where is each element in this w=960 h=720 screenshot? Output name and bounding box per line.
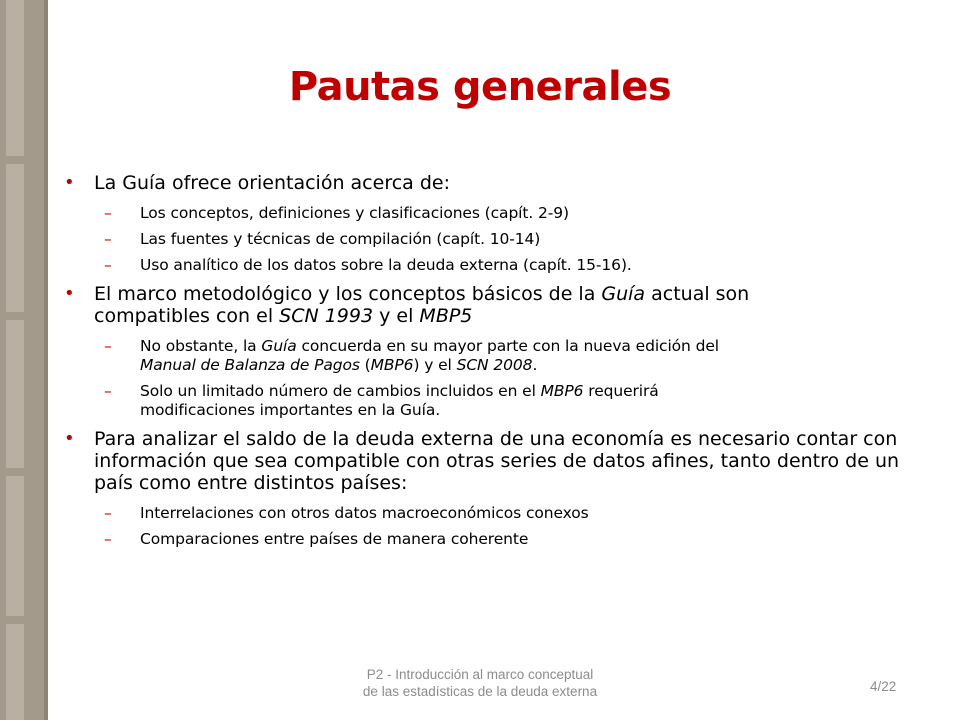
dash-marker: –: [104, 230, 112, 248]
sub-text-part: concuerda en su mayor parte con la nueva edición del: [296, 337, 719, 355]
page-number: 4/22: [870, 679, 897, 694]
bullet-text-italic: MBP5: [419, 305, 473, 327]
bullet-group-2: [62, 283, 902, 420]
dash-marker: –: [104, 504, 112, 522]
sub-bullet-text: Las fuentes y técnicas de compilación (capít. 10-14): [140, 230, 541, 248]
sub-text-italic: SCN 2008: [456, 356, 533, 374]
slide-footer: [320, 666, 640, 700]
bullet-group-3: [62, 428, 902, 549]
dash-marker: –: [104, 337, 112, 355]
sidebar-segment: [6, 476, 24, 616]
dash-marker: –: [104, 256, 112, 274]
slide-body: [62, 172, 902, 557]
bullet-group-1: [62, 172, 902, 275]
sub-bullet-item: [62, 230, 902, 249]
footer-line: de las estadísticas de la deuda externa: [362, 684, 598, 699]
bullet-text-italic: Guía: [601, 283, 646, 305]
sub-text-italic: Manual de Balanza de Pagos: [140, 356, 360, 374]
sub-bullet-text: Los conceptos, definiciones y clasificaciones (capít. 2-9): [140, 204, 569, 222]
sidebar-edge: [44, 0, 48, 720]
slide-title: Pautas generales: [288, 64, 672, 110]
dash-marker: –: [104, 204, 112, 222]
bullet-text-part: y el: [373, 305, 420, 327]
sub-bullet-item: [62, 530, 902, 549]
sub-bullet-item: [62, 337, 902, 375]
bullet-item: [62, 283, 902, 327]
bullet-text-part: El marco metodológico y los conceptos básicos de la: [94, 283, 602, 305]
sub-text-part: modificaciones importantes en la Guía.: [140, 401, 441, 419]
bullet-item: [62, 172, 902, 194]
sidebar-segment: [6, 320, 24, 468]
bullet-marker: •: [64, 428, 75, 449]
sub-bullet-text: Comparaciones entre países de manera coherente: [140, 530, 529, 548]
sub-bullet-text: Interrelaciones con otros datos macroeconómicos conexos: [140, 504, 589, 522]
bullet-item: [62, 428, 902, 494]
dash-marker: –: [104, 530, 112, 548]
sidebar-segment: [6, 624, 24, 720]
bullet-text: Para analizar el saldo de la deuda externa de una economía es necesario contar con información que sea compatible con otras series de datos afines, tanto dentro de un país como entre distintos países:: [94, 428, 900, 494]
decorative-sidebar: [0, 0, 48, 720]
sub-text-part: Solo un limitado número de cambios incluidos en el: [140, 382, 541, 400]
bullet-text-italic: SCN 1993: [279, 305, 374, 327]
sub-bullet-item: [62, 256, 902, 275]
sub-bullet-item: [62, 504, 902, 523]
sub-text-italic: MBP6: [370, 356, 414, 374]
sidebar-segment: [6, 0, 24, 156]
sub-text-part: .: [532, 356, 538, 374]
bullet-text: La Guía ofrece orientación acerca de:: [94, 172, 450, 194]
sub-bullet-text: Uso analítico de los datos sobre la deuda externa (capít. 15-16).: [140, 256, 632, 274]
sub-text-part: requerirá: [583, 382, 659, 400]
sub-text-part: (: [359, 356, 371, 374]
sub-text-part: No obstante, la: [140, 337, 262, 355]
sub-text-italic: MBP6: [540, 382, 584, 400]
sub-bullet-item: [62, 382, 902, 420]
footer-line: P2 - Introducción al marco conceptual: [366, 667, 594, 682]
sidebar-segment: [6, 164, 24, 312]
bullet-text-part: actual son: [645, 283, 750, 305]
bullet-marker: •: [64, 172, 75, 193]
bullet-marker: •: [64, 283, 75, 304]
dash-marker: –: [104, 382, 112, 400]
sub-text-part: ) y el: [413, 356, 457, 374]
sub-text-italic: Guía: [261, 337, 297, 355]
sub-bullet-item: [62, 204, 902, 223]
bullet-text-part: compatibles con el: [94, 305, 280, 327]
